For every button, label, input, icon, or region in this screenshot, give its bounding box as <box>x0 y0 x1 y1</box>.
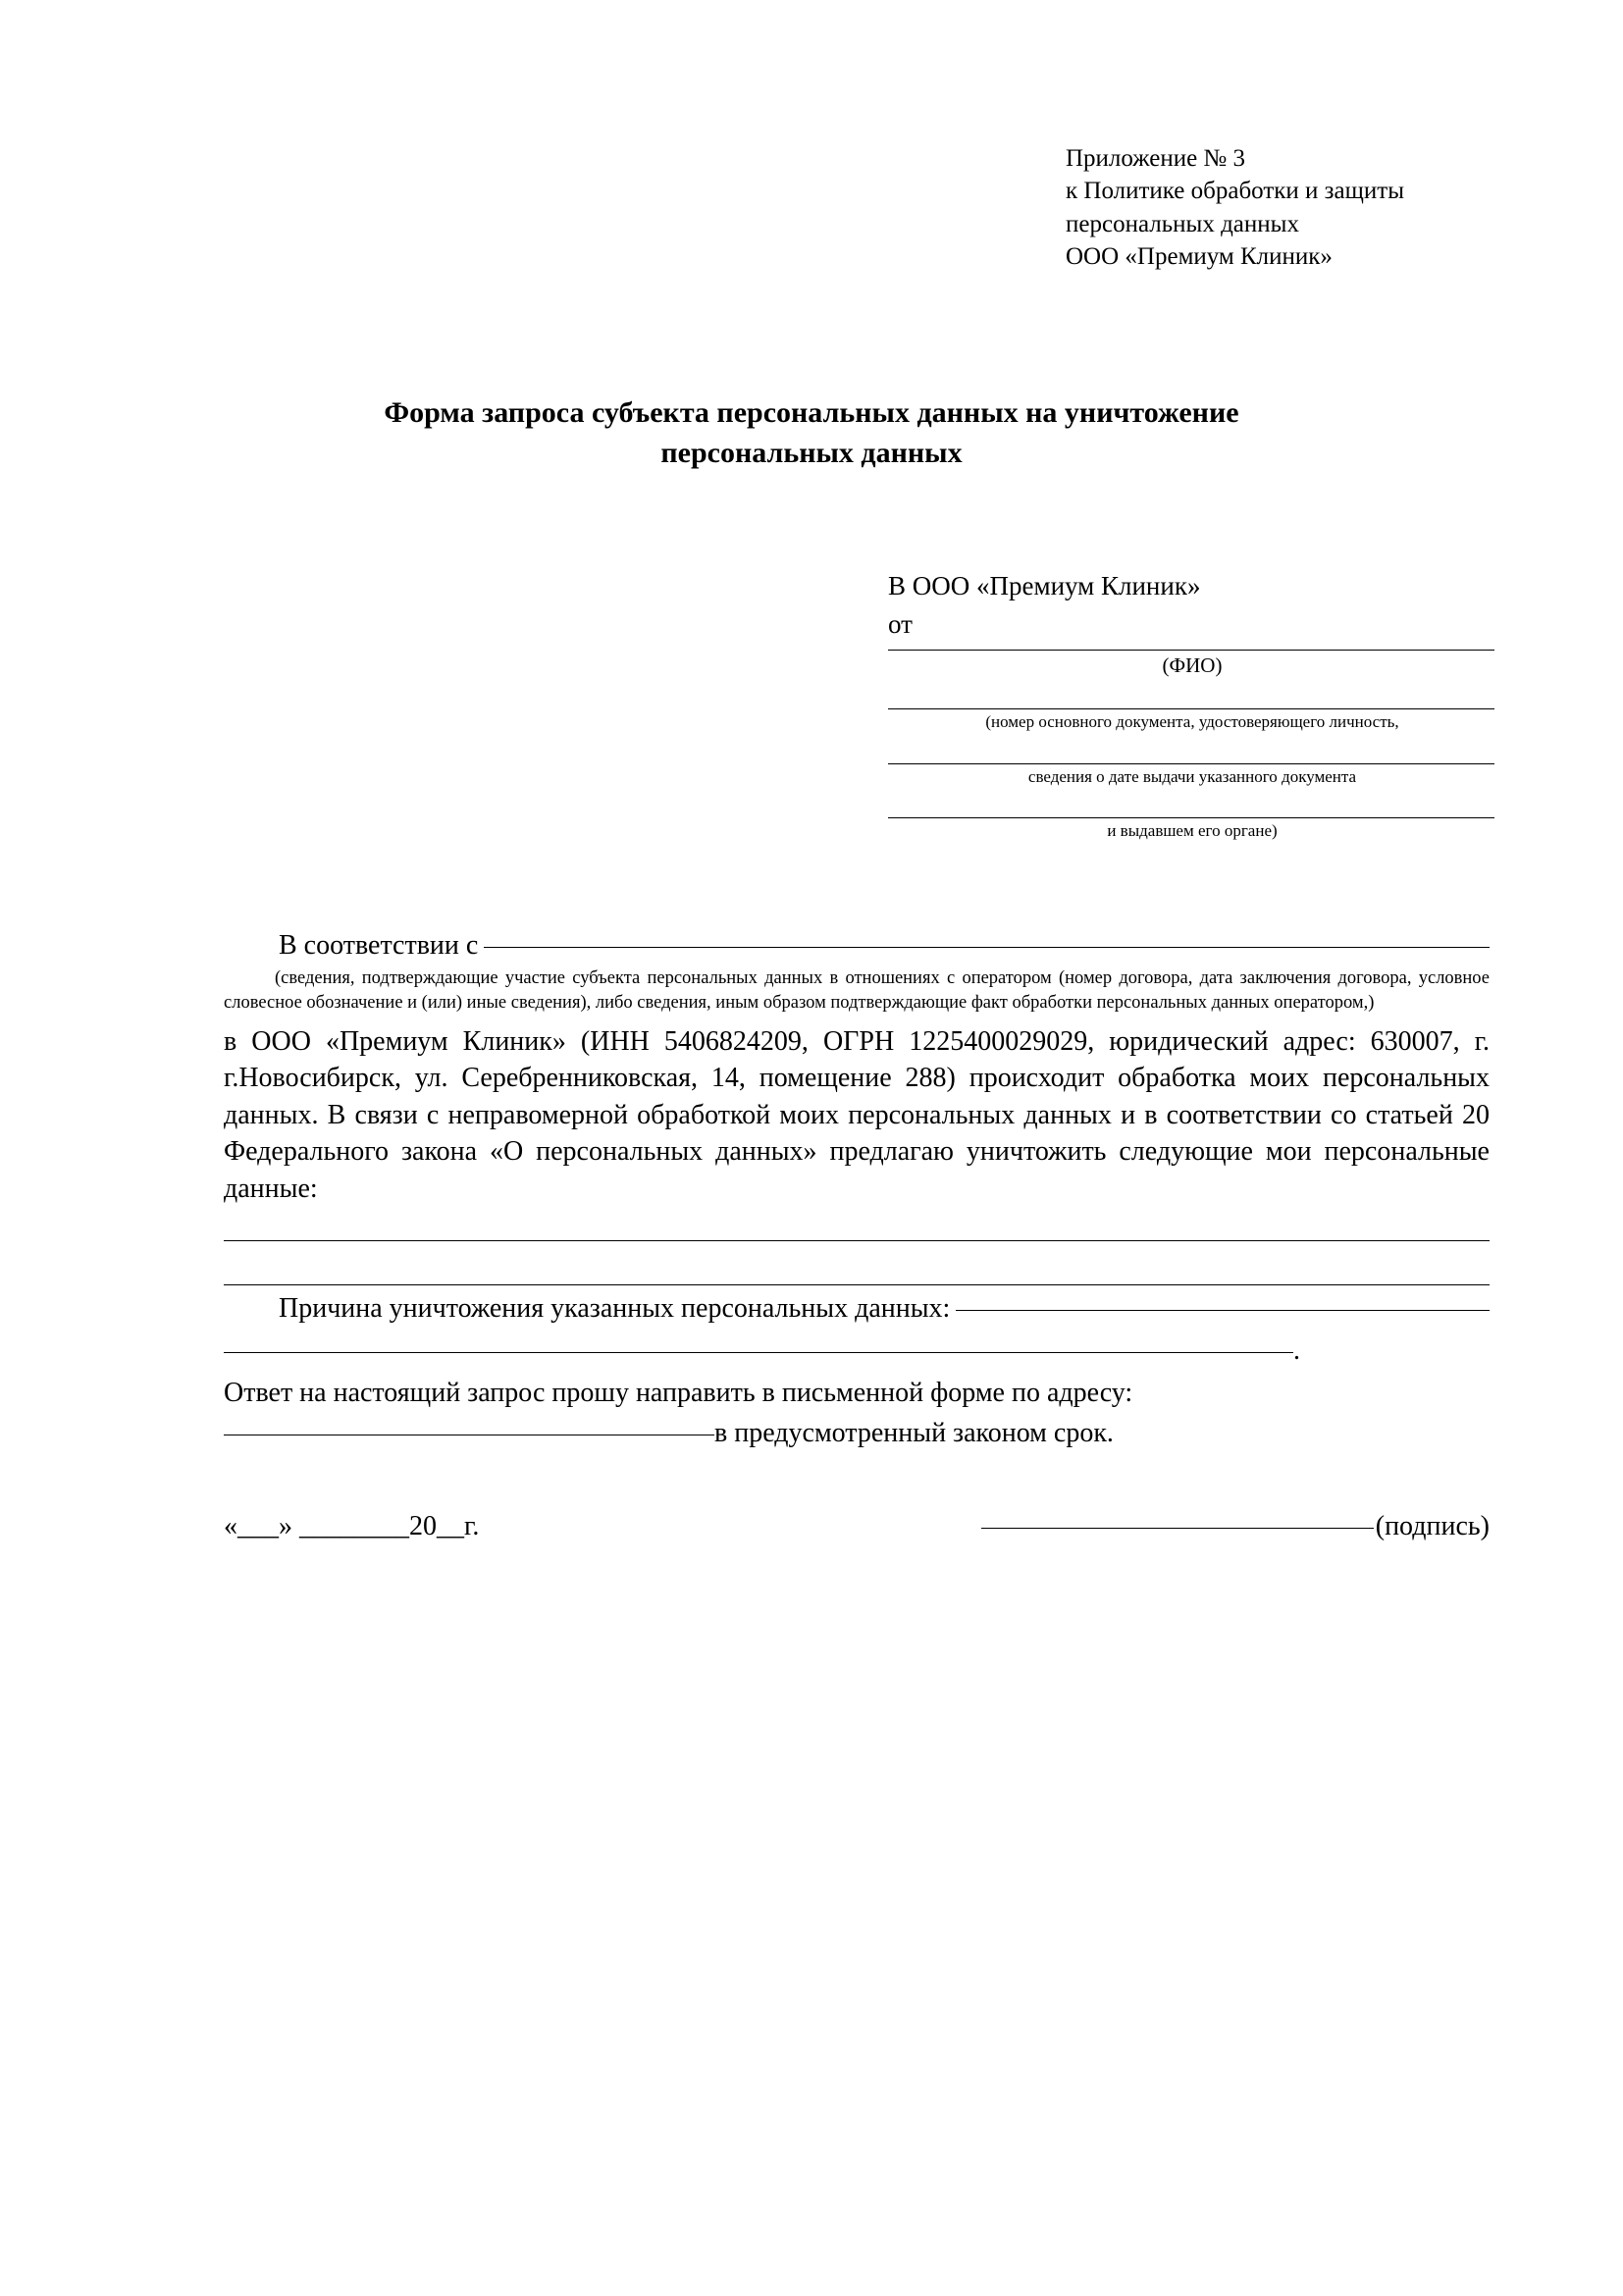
data-to-destroy-fill-line-1[interactable] <box>224 1240 1490 1241</box>
reason-row-2 <box>224 1332 1490 1369</box>
document-number-caption: (номер основного документа, удостоверяющего личность, <box>985 712 1399 732</box>
reason-fill-line-2[interactable] <box>224 1352 1293 1353</box>
fio-fill-line[interactable] <box>888 650 1494 651</box>
document-organ-caption: и выдавшем его органе) <box>1107 820 1278 840</box>
answer-address-row <box>224 1415 1490 1451</box>
in-accordance-label: В соответствии с <box>279 930 479 961</box>
document-date-caption: сведения о дате выдачи указанного документа <box>1027 766 1357 786</box>
addressee-from-label: от <box>888 609 913 640</box>
appendix-header <box>1066 142 1576 273</box>
answer-tail-text: в предусмотренный законом срок. <box>714 1418 1114 1449</box>
signature-label: (подпись) <box>1375 1511 1490 1541</box>
document-number-fill-line[interactable] <box>888 708 1494 709</box>
data-to-destroy-fill-line-2[interactable] <box>224 1284 1490 1285</box>
page-title <box>223 392 1400 474</box>
page-title-line-1: Форма запроса субъекта персональных данных на уничтожение <box>384 396 1239 429</box>
main-paragraph: в ООО «Премиум Клиник» (ИНН 5406824209, ОГРН 1225400029029, юридический адрес: 630007, г. г.Новосибирск, ул. Серебренниковская, 14, помещение 288) происходит обработка моих персональных данных. В связи с неправомерной обработкой моих персональных данных и в соответствии со статьей 20 Федерального закона «О персональных данных» предлагаю уничтожить следующие мои персональные данные: <box>224 1025 1490 1204</box>
appendix-header-line-3: персональных данных <box>1066 210 1299 237</box>
appendix-header-line-4: ООО «Премиум Клиник» <box>1066 242 1333 270</box>
document-body <box>224 927 1490 1451</box>
reason-label: Причина уничтожения указанных персональных данных: <box>279 1293 951 1325</box>
reason-fill-line-1[interactable] <box>956 1310 1490 1311</box>
fio-caption: (ФИО) <box>1162 653 1223 678</box>
date-field[interactable]: «___» ________20__г. <box>224 1511 480 1541</box>
addressee-organization: В ООО «Премиум Клиник» <box>888 571 1201 600</box>
document-date-fill-line[interactable] <box>888 763 1494 764</box>
signature-row <box>224 1511 1490 1542</box>
document-organ-fill-line[interactable] <box>888 817 1494 818</box>
appendix-header-line-2: к Политике обработки и защиты <box>1066 178 1405 205</box>
answer-paragraph: Ответ на настоящий запрос прошу направить в письменной форме по адресу: <box>224 1377 1133 1408</box>
page-title-line-2: персональных данных <box>660 437 963 470</box>
signature-field <box>981 1511 1490 1542</box>
signature-fill-line[interactable] <box>981 1528 1374 1529</box>
reason-row <box>224 1290 1490 1327</box>
in-accordance-note-text: (сведения, подтверждающие участие субъекта персональных данных в отношениях с оператором (номер договора, дата заключения договора, условное словесное обозначение и (или) иные сведения), либо сведения, иным образом подтверждающие факт обработки персональных данных оператором,) <box>224 968 1490 1014</box>
appendix-header-line-1: Приложение № 3 <box>1066 145 1246 172</box>
in-accordance-row <box>224 927 1490 964</box>
in-accordance-note <box>224 966 1490 1016</box>
addressee-block <box>888 569 1496 842</box>
in-accordance-fill-line[interactable] <box>484 947 1490 948</box>
reason-period: . <box>1293 1334 1300 1366</box>
